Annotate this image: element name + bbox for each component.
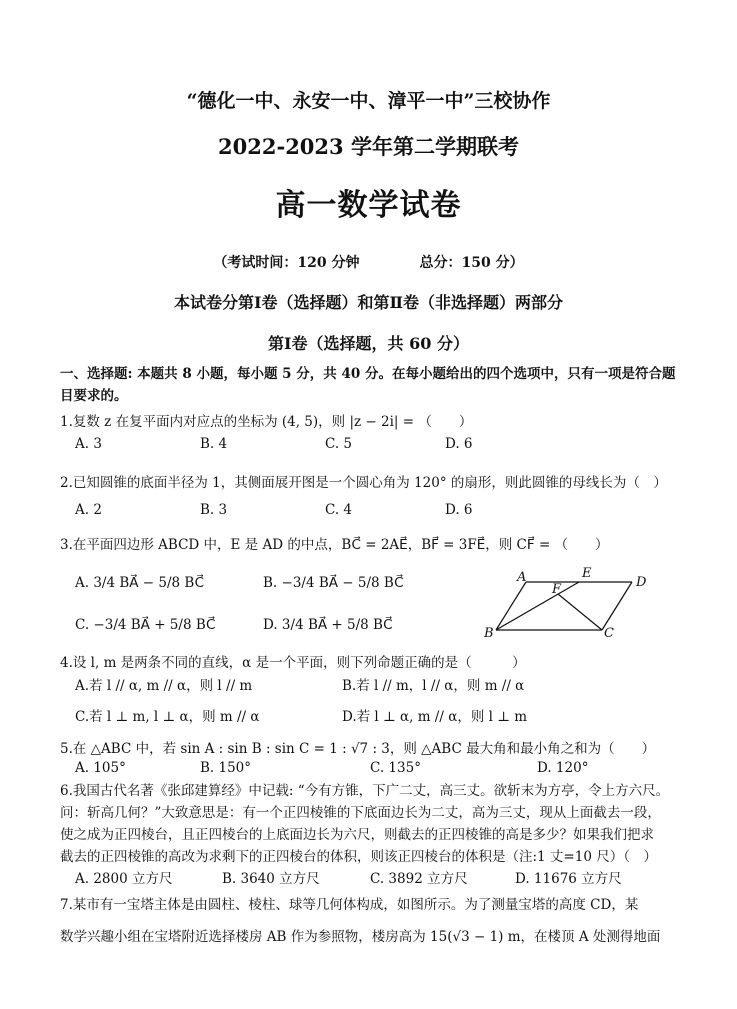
q3-option-b: B. −3/4 BA⃗ − 5/8 BC⃗ [263, 575, 404, 591]
q1-stem: 1.复数 z 在复平面内对应点的坐标为 (4, 5)，则 |z − 2i| = （ ） [60, 414, 473, 430]
q2-option-a: A. 2 [75, 502, 102, 518]
q5-option-b: B. 150° [200, 760, 252, 776]
q6-option-a: A. 2800 立方尺 [75, 871, 173, 887]
q6-option-b: B. 3640 立方尺 [222, 871, 320, 887]
q1-option-d: D. 6 [445, 436, 473, 452]
label-b: B [484, 626, 494, 641]
page-title: 高一数学试卷 [275, 188, 462, 223]
segment-cf [558, 594, 602, 630]
q6-line2: 问：斩高几何？”大致意思是：有一个正四棱锥的下底面边长为二丈，高为三丈，现从上面截去一段， [60, 805, 661, 821]
part1-heading: 第Ⅰ卷（选择题，共 60 分） [268, 334, 469, 353]
segment-cd [602, 582, 632, 630]
q4-stem: 4.设 l, m 是两条不同的直线，α 是一个平面，则下列命题正确的是（ ） [60, 655, 526, 671]
q3-option-d: D. 3/4 BA⃗ + 5/8 BC⃗ [263, 617, 393, 633]
label-f: F [552, 582, 562, 597]
segment-ab [496, 582, 526, 630]
q1-option-c: C. 5 [325, 436, 353, 452]
q5-stem: 5.在 △ABC 中，若 sin A : sin B : sin C = 1 : √7 : 3，则 △ABC 最大角和最小角之和为（ ） [60, 741, 656, 757]
q2-option-c: C. 4 [325, 502, 353, 518]
segment-be [496, 582, 579, 630]
exam-score: 总分：150 分） [419, 255, 524, 271]
q6-line3: 使之成为正四棱台，且正四棱台的上底面边长为六尺，则截去的正四棱锥的高是多少？如果我们把求 [60, 827, 654, 843]
q2-option-b: B. 3 [200, 502, 228, 518]
q3-option-c: C. −3/4 BA⃗ + 5/8 BC⃗ [75, 617, 216, 633]
label-a: A [517, 570, 527, 585]
q4-option-c: C.若 l ⊥ m, l ⊥ α，则 m // α [75, 709, 260, 725]
q6-line4: 截去的正四棱锥的高改为求剩下的正四棱台的体积，则该正四棱台的体积是（注:1 丈=10 尺）（ ） [60, 849, 657, 865]
paper-structure: 本试卷分第Ⅰ卷（选择题）和第Ⅱ卷（非选择题）两部分 [174, 293, 563, 312]
q6-option-c: C. 3892 立方尺 [370, 871, 468, 887]
q3-stem: 3.在平面四边形 ABCD 中，E 是 AD 的中点，BC⃗ = 2AE⃗，BF⃗ = 3FE⃗，则 CF⃗ = （ ） [60, 537, 609, 553]
q6-line1: 6.我国古代名著《张邱建算经》中记载: “今有方锥，下广二丈，高三丈。欲斩末为方亭，令上方六尺。 [60, 783, 670, 799]
exam-term-line: 2022-2023 学年第二学期联考 [218, 134, 519, 159]
q5-option-a: A. 105° [75, 760, 126, 776]
q2-stem: 2.已知圆锥的底面半径为 1，其侧面展开图是一个圆心角为 120° 的扇形，则此圆锥的母线长为（ ） [60, 475, 667, 491]
q1-option-b: B. 4 [200, 436, 228, 452]
exam-time: （考试时间：120 分钟 [213, 255, 360, 271]
q7-line2: 数学兴趣小组在宝塔附近选择楼房 AB 作为参照物，楼房高为 15(√3 − 1) m，在楼顶 A 处测得地面 [60, 929, 661, 945]
q2-option-d: D. 6 [445, 502, 473, 518]
q7-line1: 7.某市有一宝塔主体是由圆柱、棱柱、球等几何体构成，如图所示。为了测量宝塔的高度 CD，某 [60, 897, 639, 913]
label-e: E [582, 566, 592, 581]
exam-meta [0, 252, 737, 272]
label-c: C [604, 626, 614, 641]
q3-option-a: A. 3/4 BA⃗ − 5/8 BC⃗ [75, 575, 205, 591]
q5-option-d: D. 120° [537, 760, 589, 776]
q5-option-c: C. 135° [370, 760, 421, 776]
q6-option-d: D. 11676 立方尺 [515, 871, 622, 887]
q4-option-b: B.若 l // m，l // α，则 m // α [342, 678, 525, 694]
quadrilateral-diagram [480, 565, 650, 645]
q4-option-a: A.若 l // α, m // α，则 l // m [75, 678, 253, 694]
section1-intro-line1: 一、选择题: 本题共 8 小题，每小题 5 分，共 40 分。在每小题给出的四个选项中，只有一项是符合题 [60, 366, 676, 382]
label-d: D [636, 575, 647, 590]
section1-intro-line2: 目要求的。 [60, 388, 128, 404]
q4-option-d: D.若 l ⊥ α, m // α，则 l ⊥ m [342, 709, 528, 725]
school-collab-line: “德化一中、永安一中、漳平一中”三校协作 [186, 90, 551, 112]
q1-option-a: A. 3 [75, 436, 102, 452]
